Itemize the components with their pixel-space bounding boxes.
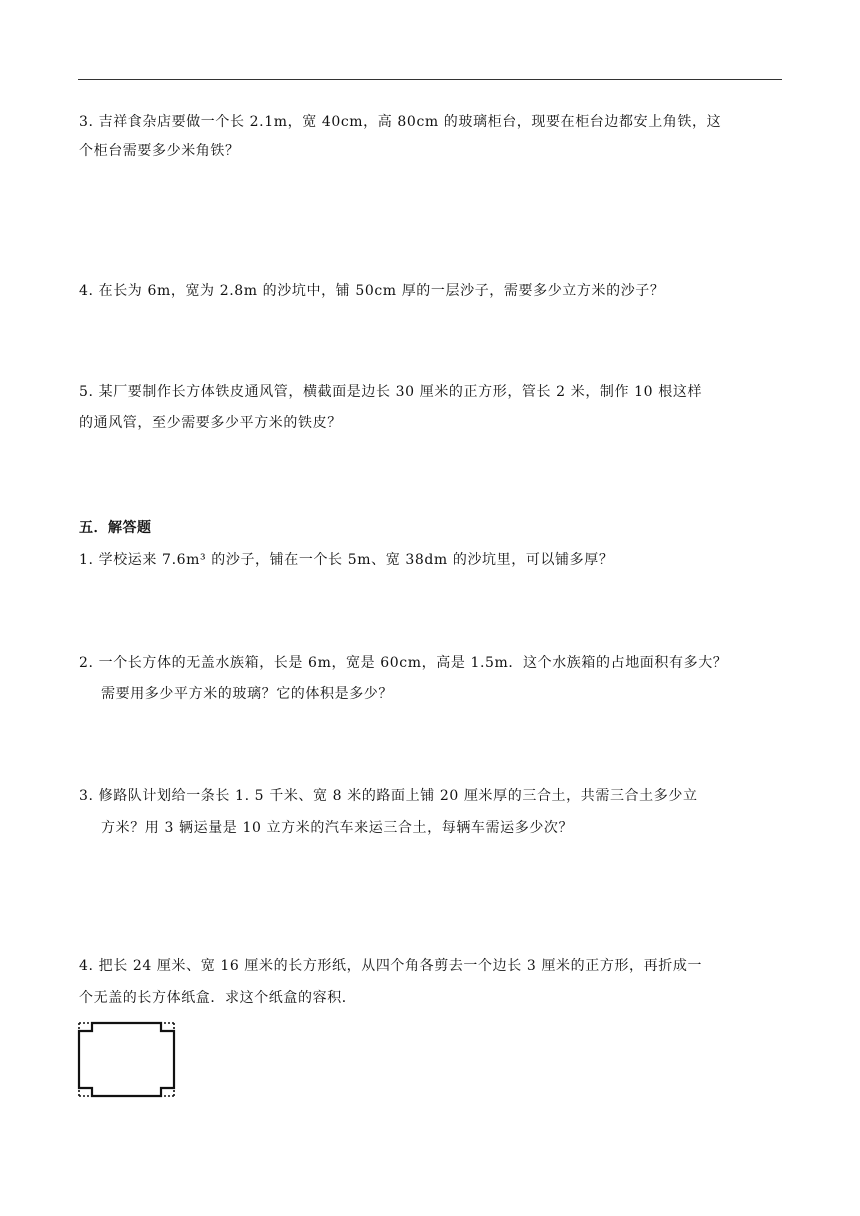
s5-q1-line1: 1. 学校运来 7.6m³ 的沙子，铺在一个长 5m、宽 38dm 的沙坑里，可以铺多厚？ — [79, 552, 614, 568]
s4-q5-line1: 5. 某厂要制作长方体铁皮通风管，横截面是边长 30 厘米的正方形，管长 2 米，制作 10 根这样 — [79, 384, 703, 400]
s5-q4-line1: 4. 把长 24 厘米、宽 16 厘米的长方形纸，从四个角各剪去一个边长 3 厘米的正方形，再折成一 — [79, 958, 703, 974]
s4-q3-line1: 3. 吉祥食杂店要做一个长 2.1m，宽 40cm，高 80cm 的玻璃柜台，现要在柜台边都安上角铁，这 — [79, 114, 722, 130]
s5-q2-line2: 需要用多少平方米的玻璃？它的体积是多少？ — [101, 686, 393, 702]
s5-q2-line1: 2. 一个长方体的无盖水族箱，长是 6m，宽是 60cm，高是 1.5m．这个水族箱的占地面积有多大？ — [79, 655, 728, 671]
s5-q3-line2: 方米？用 3 辆运量是 10 立方米的汽车来运三合土，每辆车需运多少次？ — [101, 820, 574, 836]
s5-q3-line1: 3. 修路队计划给一条长 1. 5 千米、宽 8 米的路面上铺 20 厘米厚的三合土，共需三合土多少立 — [79, 788, 698, 804]
cut-corner-rectangle-diagram-icon — [77, 1021, 177, 1099]
s4-q3-line2: 个柜台需要多少米角铁？ — [79, 143, 240, 159]
s4-q5-line2: 的通风管，至少需要多少平方米的铁皮？ — [79, 415, 342, 431]
s5-q4-line2: 个无盖的长方体纸盒．求这个纸盒的容积． — [79, 990, 357, 1006]
header-rule — [78, 79, 782, 80]
section5-heading: 五．解答题 — [79, 520, 152, 536]
s4-q4-line1: 4. 在长为 6m，宽为 2.8m 的沙坑中，铺 50cm 厚的一层沙子，需要多少立方米的沙子？ — [79, 283, 665, 299]
